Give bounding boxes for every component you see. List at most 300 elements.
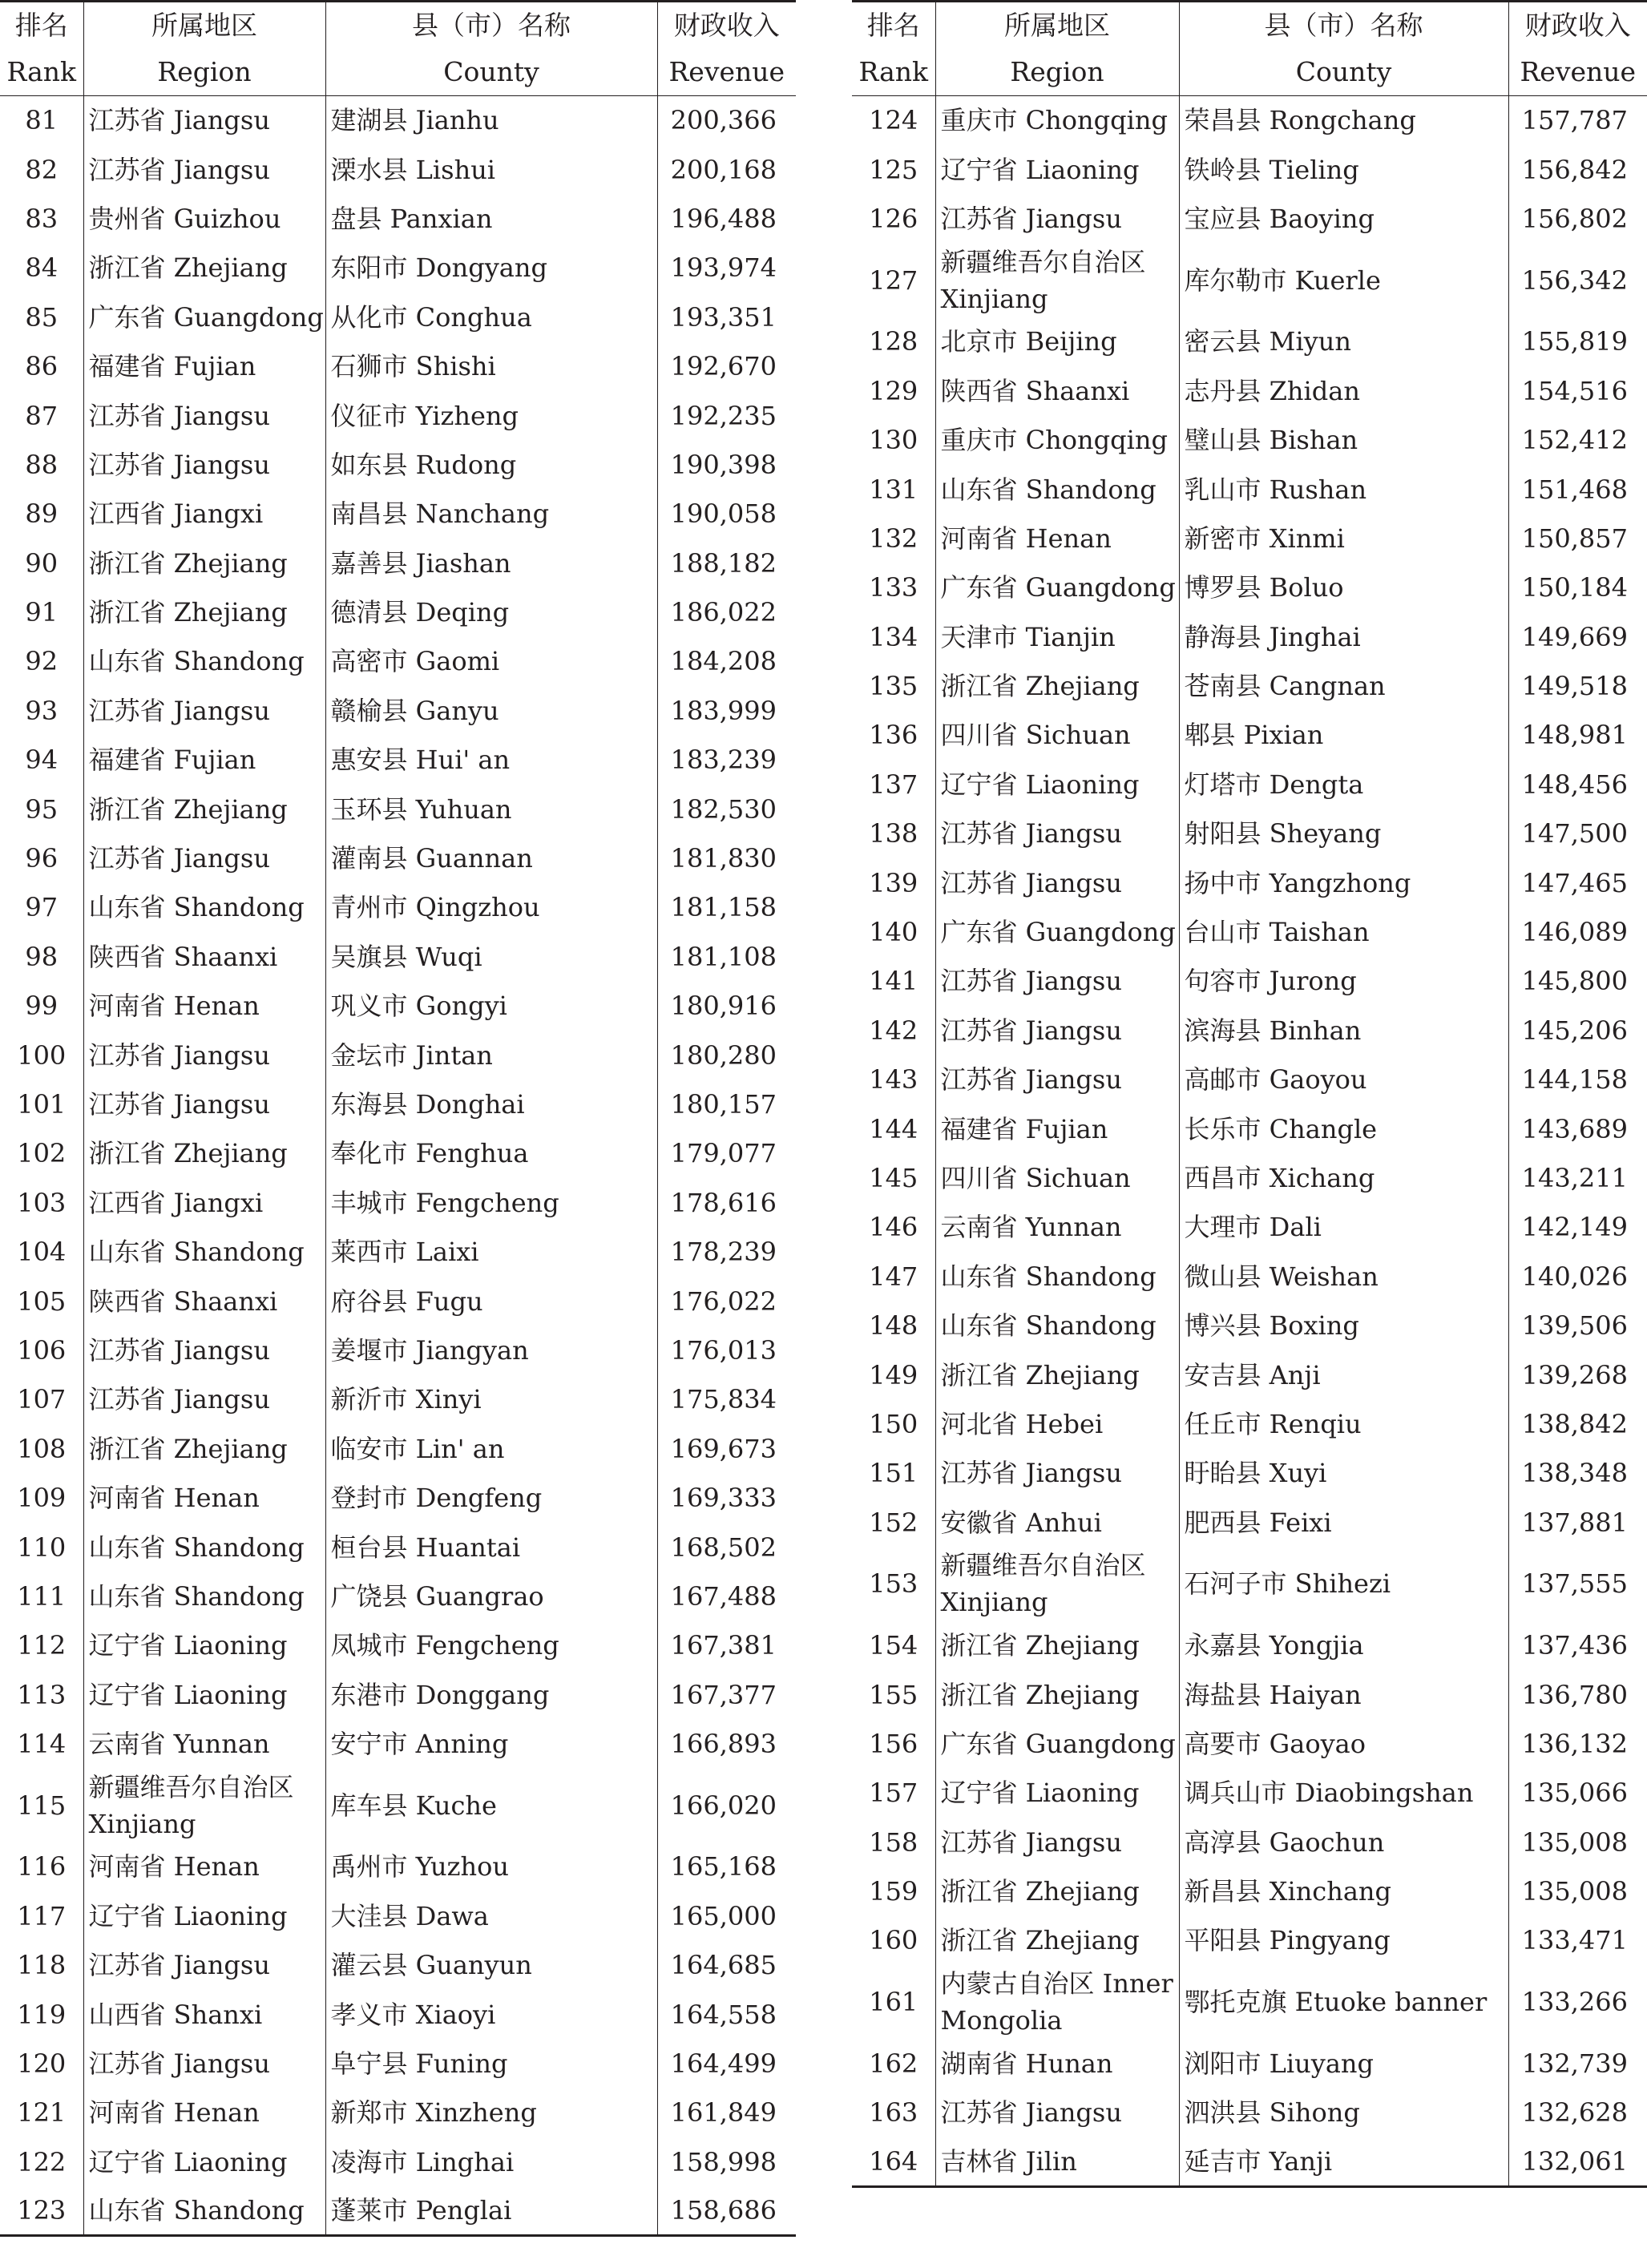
revenue-cell: 179,077 [657, 1129, 796, 1178]
revenue-cell: 142,149 [1508, 1203, 1647, 1252]
table-row [0, 785, 796, 833]
county-cell: 新沂市 Xinyi [325, 1375, 657, 1424]
rank-cell: 106 [17, 1334, 67, 1366]
region-cell: 江苏省 Jiangsu [935, 1055, 1179, 1104]
revenue-cell: 140,026 [1508, 1252, 1647, 1301]
region-cell: 山西省 Shanxi [83, 1990, 325, 2039]
rank-cell: 95 [25, 793, 59, 825]
rank-cell: 98 [25, 941, 59, 972]
county-cell: 平阳县 Pingyang [1179, 1916, 1508, 1965]
rank-cell: 135 [869, 671, 918, 702]
region-cell: 吉林省 Jilin [935, 2137, 1179, 2186]
region-cell: 江苏省 Jiangsu [935, 809, 1179, 858]
county-cell: 如东县 Rudong [325, 440, 657, 489]
county-cell: 仪征市 Yizheng [325, 391, 657, 440]
rank-cell: 83 [25, 203, 59, 234]
revenue-cell: 193,351 [657, 293, 796, 341]
region-cell: 江苏省 Jiangsu [83, 1326, 325, 1374]
rank-cell: 94 [25, 745, 59, 776]
table-row [0, 145, 796, 194]
rank-cell: 156 [869, 1728, 918, 1759]
county-cell: 射阳县 Sheyang [1179, 809, 1508, 858]
table-row [0, 2187, 796, 2236]
revenue-cell: 158,998 [657, 2137, 796, 2186]
county-cell: 郫县 Pixian [1179, 711, 1508, 760]
table-row [852, 96, 1647, 145]
county-cell: 铁岭县 Tieling [1179, 145, 1508, 194]
table-row [852, 1350, 1647, 1399]
region-cell: 山东省 Shandong [83, 1227, 325, 1276]
table-row [852, 809, 1647, 858]
region-cell: 江苏省 Jiangsu [83, 2039, 325, 2088]
region-cell: 江苏省 Jiangsu [935, 1449, 1179, 1498]
rank-cell: 121 [17, 2097, 67, 2129]
table-row [852, 145, 1647, 194]
county-cell: 灯塔市 Dengta [1179, 760, 1508, 809]
region-cell: 新疆维吾尔自治区 Xinjiang [935, 244, 1179, 317]
rank-cell: 92 [25, 646, 59, 677]
table-row [852, 244, 1647, 317]
region-cell: 山东省 Shandong [935, 1252, 1179, 1301]
table-row [0, 1670, 796, 1719]
rank-cell: 120 [17, 2048, 67, 2080]
rank-cell: 133 [869, 572, 918, 603]
revenue-cell: 132,739 [1508, 2039, 1647, 2088]
revenue-cell: 156,842 [1508, 145, 1647, 194]
rank-cell: 91 [25, 597, 59, 628]
county-cell: 登封市 Dengfeng [325, 1473, 657, 1522]
revenue-cell: 165,168 [657, 1842, 796, 1891]
table-row [852, 465, 1647, 514]
rank-cell: 97 [25, 892, 59, 923]
rank-cell: 103 [17, 1187, 67, 1218]
county-header-en: County [325, 49, 657, 96]
table-row [852, 2039, 1647, 2088]
county-cell: 滨海县 Binhan [1179, 1006, 1508, 1055]
county-cell: 荣昌县 Rongchang [1179, 96, 1508, 145]
revenue-cell: 167,488 [657, 1572, 796, 1620]
region-cell: 江西省 Jiangxi [83, 490, 325, 539]
rank-cell: 131 [869, 474, 918, 505]
county-cell: 莱西市 Laixi [325, 1227, 657, 1276]
table-row [0, 1572, 796, 1620]
region-cell: 内蒙古自治区 Inner Mongolia [935, 1965, 1179, 2039]
county-cell: 新郑市 Xinzheng [325, 2088, 657, 2137]
county-cell: 句容市 Jurong [1179, 957, 1508, 1006]
region-cell: 福建省 Fujian [935, 1104, 1179, 1153]
region-cell: 江苏省 Jiangsu [83, 833, 325, 882]
region-cell: 陕西省 Shaanxi [83, 1277, 325, 1326]
rank-header-cn: 排名 [14, 10, 68, 41]
rank-cell: 96 [25, 843, 59, 874]
revenue-cell: 155,819 [1508, 317, 1647, 366]
revenue-cell: 166,020 [657, 1769, 796, 1842]
rank-cell: 129 [869, 375, 918, 406]
revenue-cell: 149,518 [1508, 661, 1647, 710]
rank-cell: 112 [17, 1630, 67, 1661]
county-cell: 永嘉县 Yongjia [1179, 1620, 1508, 1669]
rank-cell: 100 [17, 1039, 67, 1071]
county-cell: 孝义市 Xiaoyi [325, 1990, 657, 2039]
table-body-left [0, 96, 796, 2236]
revenue-cell: 137,881 [1508, 1498, 1647, 1547]
table-row [0, 440, 796, 489]
table-row [0, 391, 796, 440]
county-cell: 东阳市 Dongyang [325, 244, 657, 293]
county-cell: 巩义市 Gongyi [325, 982, 657, 1031]
revenue-cell: 147,500 [1508, 809, 1647, 858]
table-row [0, 293, 796, 341]
table-row [852, 1818, 1647, 1866]
revenue-cell: 138,842 [1508, 1399, 1647, 1448]
revenue-cell: 186,022 [657, 587, 796, 636]
region-cell: 辽宁省 Liaoning [83, 1891, 325, 1940]
rank-cell: 141 [869, 966, 918, 997]
county-cell: 赣榆县 Ganyu [325, 686, 657, 735]
revenue-cell: 157,787 [1508, 96, 1647, 145]
table-row [852, 317, 1647, 366]
table-row [852, 1449, 1647, 1498]
county-cell: 台山市 Taishan [1179, 907, 1508, 956]
table-row [0, 539, 796, 587]
rank-cell: 110 [17, 1532, 67, 1563]
table-row [852, 661, 1647, 710]
revenue-cell: 145,206 [1508, 1006, 1647, 1055]
county-cell: 广饶县 Guangrao [325, 1572, 657, 1620]
rank-cell: 89 [25, 498, 59, 530]
region-cell: 浙江省 Zhejiang [935, 1670, 1179, 1719]
revenue-cell: 200,168 [657, 145, 796, 194]
revenue-cell: 169,673 [657, 1424, 796, 1473]
region-cell: 辽宁省 Liaoning [935, 760, 1179, 809]
revenue-cell: 196,488 [657, 194, 796, 243]
region-cell: 浙江省 Zhejiang [83, 244, 325, 293]
revenue-cell: 150,184 [1508, 563, 1647, 612]
table-row [0, 1375, 796, 1424]
table-row [852, 514, 1647, 563]
rank-cell: 132 [869, 523, 918, 554]
region-cell: 山东省 Shandong [83, 2187, 325, 2236]
county-cell: 安宁市 Anning [325, 1719, 657, 1768]
table-row [852, 1916, 1647, 1965]
table-row [852, 907, 1647, 956]
revenue-cell: 139,268 [1508, 1350, 1647, 1399]
county-cell: 姜堰市 Jiangyan [325, 1326, 657, 1374]
table-row [852, 760, 1647, 809]
county-cell: 玉环县 Yuhuan [325, 785, 657, 833]
region-cell: 辽宁省 Liaoning [83, 1621, 325, 1670]
table-row [0, 1129, 796, 1178]
revenue-cell: 190,058 [657, 490, 796, 539]
rank-cell: 151 [869, 1458, 918, 1489]
county-cell: 静海县 Jinghai [1179, 612, 1508, 661]
table-row [0, 1424, 796, 1473]
table-row [0, 982, 796, 1031]
revenue-cell: 137,436 [1508, 1620, 1647, 1669]
table-row [852, 612, 1647, 661]
rank-cell: 81 [25, 105, 59, 136]
county-cell: 志丹县 Zhidan [1179, 366, 1508, 415]
revenue-cell: 158,686 [657, 2187, 796, 2236]
rank-cell: 115 [17, 1790, 67, 1821]
county-cell: 鄂托克旗 Etuoke banner [1179, 1965, 1508, 2039]
revenue-cell: 154,516 [1508, 366, 1647, 415]
region-cell: 江苏省 Jiangsu [83, 1375, 325, 1424]
county-header-cn: 县（市）名称 [1179, 2, 1508, 50]
revenue-cell: 139,506 [1508, 1301, 1647, 1350]
table-row [852, 1719, 1647, 1768]
county-cell: 桓台县 Huantai [325, 1523, 657, 1572]
table-row [0, 1842, 796, 1891]
region-header-cn: 所属地区 [83, 2, 325, 50]
rank-cell: 148 [869, 1310, 918, 1342]
revenue-cell: 167,377 [657, 1670, 796, 1719]
revenue-cell: 146,089 [1508, 907, 1647, 956]
table-row [0, 1326, 796, 1374]
revenue-cell: 190,398 [657, 440, 796, 489]
rank-cell: 139 [869, 867, 918, 898]
county-cell: 阜宁县 Funing [325, 2039, 657, 2088]
revenue-header-en: Revenue [1508, 49, 1647, 96]
table-row [0, 1941, 796, 1990]
region-cell: 山东省 Shandong [83, 637, 325, 686]
revenue-header-cn: 财政收入 [657, 2, 796, 50]
region-cell: 浙江省 Zhejiang [83, 785, 325, 833]
table-row [852, 1620, 1647, 1669]
county-cell: 东海县 Donghai [325, 1080, 657, 1128]
county-cell: 石狮市 Shishi [325, 341, 657, 390]
county-cell: 璧山县 Bishan [1179, 415, 1508, 464]
county-cell: 调兵山市 Diaobingshan [1179, 1769, 1508, 1818]
region-cell: 河北省 Hebei [935, 1399, 1179, 1448]
revenue-cell: 149,669 [1508, 612, 1647, 661]
region-cell: 山东省 Shandong [83, 883, 325, 932]
county-header-cn: 县（市）名称 [325, 2, 657, 50]
region-header-en: Region [83, 49, 325, 96]
county-cell: 大理市 Dali [1179, 1203, 1508, 1252]
region-cell: 河南省 Henan [83, 1842, 325, 1891]
region-cell: 安徽省 Anhui [935, 1498, 1179, 1547]
rank-cell: 147 [869, 1261, 918, 1292]
rank-cell: 99 [25, 991, 59, 1022]
revenue-cell: 135,066 [1508, 1769, 1647, 1818]
region-cell: 重庆市 Chongqing [935, 96, 1179, 145]
table-row [852, 1055, 1647, 1104]
county-cell: 惠安县 Hui' an [325, 736, 657, 785]
region-cell: 贵州省 Guizhou [83, 194, 325, 243]
county-cell: 乳山市 Rushan [1179, 465, 1508, 514]
revenue-cell: 178,239 [657, 1227, 796, 1276]
table-row [0, 883, 796, 932]
region-cell: 云南省 Yunnan [83, 1719, 325, 1768]
table-row [852, 1006, 1647, 1055]
county-cell: 西昌市 Xichang [1179, 1153, 1508, 1202]
region-cell: 天津市 Tianjin [935, 612, 1179, 661]
region-cell: 浙江省 Zhejiang [83, 539, 325, 587]
county-cell: 灌南县 Guannan [325, 833, 657, 882]
revenue-cell: 151,468 [1508, 465, 1647, 514]
table-row [0, 1891, 796, 1940]
county-cell: 高密市 Gaomi [325, 637, 657, 686]
county-cell: 奉化市 Fenghua [325, 1129, 657, 1178]
table-row [0, 1719, 796, 1768]
table-row [0, 637, 796, 686]
revenue-cell: 176,013 [657, 1326, 796, 1374]
revenue-cell: 164,685 [657, 1941, 796, 1990]
table-row [0, 1769, 796, 1842]
rank-cell: 159 [869, 1876, 918, 1907]
county-cell: 宝应县 Baoying [1179, 194, 1508, 243]
county-cell: 德清县 Deqing [325, 587, 657, 636]
region-cell: 江苏省 Jiangsu [935, 194, 1179, 243]
rank-cell: 144 [869, 1113, 918, 1144]
revenue-cell: 183,239 [657, 736, 796, 785]
county-cell: 扬中市 Yangzhong [1179, 858, 1508, 907]
region-cell: 新疆维吾尔自治区 Xinjiang [935, 1547, 1179, 1620]
revenue-cell: 156,802 [1508, 194, 1647, 243]
region-cell: 江苏省 Jiangsu [83, 1031, 325, 1080]
region-cell: 浙江省 Zhejiang [83, 1424, 325, 1473]
revenue-cell: 167,381 [657, 1621, 796, 1670]
revenue-cell: 144,158 [1508, 1055, 1647, 1104]
revenue-cell: 180,280 [657, 1031, 796, 1080]
revenue-cell: 132,628 [1508, 2088, 1647, 2137]
table-row [0, 2137, 796, 2186]
rank-cell: 116 [17, 1851, 67, 1883]
table-row [0, 1277, 796, 1326]
table-row [0, 1031, 796, 1080]
table-row [0, 194, 796, 243]
region-cell: 辽宁省 Liaoning [83, 2137, 325, 2186]
revenue-cell: 137,555 [1508, 1547, 1647, 1620]
county-cell: 浏阳市 Liuyang [1179, 2039, 1508, 2088]
rank-cell: 142 [869, 1015, 918, 1046]
table-row [852, 366, 1647, 415]
table-row [0, 1523, 796, 1572]
region-cell: 江苏省 Jiangsu [83, 1941, 325, 1990]
rank-cell: 164 [869, 2145, 918, 2177]
region-cell: 江苏省 Jiangsu [83, 1080, 325, 1128]
rank-cell: 153 [869, 1568, 918, 1600]
region-cell: 辽宁省 Liaoning [935, 1769, 1179, 1818]
table-row [0, 1227, 796, 1276]
table-row [0, 244, 796, 293]
revenue-cell: 133,471 [1508, 1916, 1647, 1965]
revenue-cell: 165,000 [657, 1891, 796, 1940]
region-cell: 浙江省 Zhejiang [935, 1916, 1179, 1965]
rank-cell: 85 [25, 301, 59, 333]
rank-cell: 87 [25, 400, 59, 431]
county-cell: 海盐县 Haiyan [1179, 1670, 1508, 1719]
rank-cell: 107 [17, 1384, 67, 1415]
rank-cell: 157 [869, 1778, 918, 1809]
rank-cell: 163 [869, 2097, 918, 2129]
revenue-header-en: Revenue [657, 49, 796, 96]
region-cell: 江苏省 Jiangsu [83, 96, 325, 145]
table-row [0, 1178, 796, 1227]
rank-cell: 101 [17, 1089, 67, 1120]
rank-cell: 113 [17, 1679, 67, 1710]
region-header-cn: 所属地区 [935, 2, 1179, 50]
revenue-cell: 169,333 [657, 1473, 796, 1522]
county-cell: 丰城市 Fengcheng [325, 1178, 657, 1227]
county-cell: 凌海市 Linghai [325, 2137, 657, 2186]
table-row [852, 2088, 1647, 2137]
region-cell: 四川省 Sichuan [935, 1153, 1179, 1202]
rank-cell: 108 [17, 1433, 67, 1464]
table-row [852, 1153, 1647, 1202]
county-header-en: County [1179, 49, 1508, 96]
region-cell: 四川省 Sichuan [935, 711, 1179, 760]
table-body-right [852, 96, 1647, 2187]
revenue-cell: 181,830 [657, 833, 796, 882]
region-cell: 江苏省 Jiangsu [935, 858, 1179, 907]
region-cell: 江苏省 Jiangsu [83, 145, 325, 194]
revenue-cell: 135,008 [1508, 1818, 1647, 1866]
revenue-cell: 143,211 [1508, 1153, 1647, 1202]
county-cell: 高要市 Gaoyao [1179, 1719, 1508, 1768]
region-cell: 浙江省 Zhejiang [935, 1620, 1179, 1669]
rank-cell: 137 [869, 769, 918, 800]
rank-cell: 104 [17, 1237, 67, 1268]
revenue-header-cn: 财政收入 [1508, 2, 1647, 50]
rank-cell: 162 [869, 2048, 918, 2079]
region-cell: 河南省 Henan [83, 982, 325, 1031]
revenue-cell: 148,456 [1508, 760, 1647, 809]
table-row [852, 1547, 1647, 1620]
revenue-cell: 133,266 [1508, 1965, 1647, 2039]
revenue-cell: 168,502 [657, 1523, 796, 1572]
county-cell: 石河子市 Shihezi [1179, 1547, 1508, 1620]
table-row [852, 1965, 1647, 2039]
revenue-cell: 164,499 [657, 2039, 796, 2088]
rank-cell: 86 [25, 351, 59, 382]
region-cell: 浙江省 Zhejiang [935, 1350, 1179, 1399]
county-cell: 延吉市 Yanji [1179, 2137, 1508, 2186]
region-cell: 浙江省 Zhejiang [83, 1129, 325, 1178]
county-cell: 库尔勒市 Kuerle [1179, 244, 1508, 317]
table-row [0, 736, 796, 785]
revenue-cell: 183,999 [657, 686, 796, 735]
rank-cell: 136 [869, 720, 918, 751]
county-cell: 博罗县 Boluo [1179, 563, 1508, 612]
county-cell: 苍南县 Cangnan [1179, 661, 1508, 710]
county-cell: 盘县 Panxian [325, 194, 657, 243]
revenue-cell: 161,849 [657, 2088, 796, 2137]
rank-cell: 88 [25, 449, 59, 480]
county-cell: 禹州市 Yuzhou [325, 1842, 657, 1891]
table-row [852, 1203, 1647, 1252]
revenue-cell: 150,857 [1508, 514, 1647, 563]
revenue-cell: 136,780 [1508, 1670, 1647, 1719]
county-cell: 南昌县 Nanchang [325, 490, 657, 539]
region-cell: 浙江省 Zhejiang [935, 661, 1179, 710]
revenue-cell: 192,235 [657, 391, 796, 440]
rank-cell: 105 [17, 1285, 67, 1317]
region-cell: 江苏省 Jiangsu [935, 2088, 1179, 2137]
rank-cell: 158 [869, 1826, 918, 1858]
region-cell: 陕西省 Shaanxi [935, 366, 1179, 415]
county-cell: 溧水县 Lishui [325, 145, 657, 194]
revenue-cell: 182,530 [657, 785, 796, 833]
rank-cell: 117 [17, 1900, 67, 1931]
table-row [852, 957, 1647, 1006]
county-cell: 高淳县 Gaochun [1179, 1818, 1508, 1866]
rank-cell: 128 [869, 326, 918, 357]
rank-cell: 149 [869, 1359, 918, 1390]
county-cell: 微山县 Weishan [1179, 1252, 1508, 1301]
region-cell: 新疆维吾尔自治区 Xinjiang [83, 1769, 325, 1842]
